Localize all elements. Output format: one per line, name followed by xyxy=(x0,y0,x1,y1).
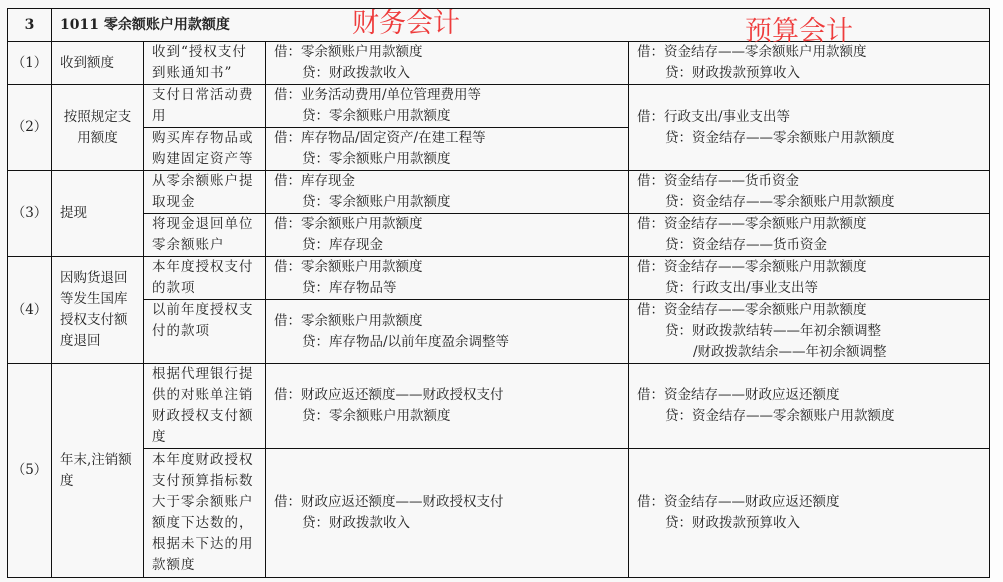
credit-line: 贷：资金结存——货币资金 xyxy=(665,237,827,253)
credit-line: 贷：资金结存——零余额账户用款额度 xyxy=(665,129,895,146)
debit-line: 借：库存物品/固定资产/在建工程等 xyxy=(274,130,486,146)
row-description: 从零余额账户提取现金 xyxy=(144,171,266,214)
row-description: 根据代理银行提供的对账单注销财政授权支付额度 xyxy=(144,364,266,449)
financial-entry xyxy=(266,171,629,214)
financial-entry xyxy=(266,128,629,171)
table-row xyxy=(8,257,990,300)
credit-line: 贷：零余额账户用款额度 xyxy=(302,151,451,167)
row-number: （4） xyxy=(8,257,52,364)
row-description: 购买库存物品或购建固定资产等 xyxy=(144,128,266,171)
table-row xyxy=(8,449,990,578)
row-item: 提现 xyxy=(52,171,144,257)
credit-line: 贷：行政支出/事业支出等 xyxy=(665,280,819,296)
table-row xyxy=(8,214,990,257)
header-title: 1011 零余额账户用款额度 xyxy=(52,9,990,42)
journal-entry-table xyxy=(7,8,990,578)
row-description: 支付日常活动费用 xyxy=(144,85,266,128)
row-description: 本年度财政授权支付预算指标数大于零余额账户额度下达数的，根据未下达的用款额度 xyxy=(144,449,266,578)
table-row xyxy=(8,171,990,214)
row-item: 因购货退回等发生国库授权支付额度退回 xyxy=(52,257,144,364)
row-item: 年末,注销额度 xyxy=(52,364,144,578)
row-number: （3） xyxy=(8,171,52,257)
credit-line: 贷：零余额账户用款额度 xyxy=(302,408,451,424)
financial-accounting-label: 财务会计 xyxy=(352,8,460,39)
financial-entry xyxy=(266,449,629,578)
financial-entry xyxy=(266,300,629,364)
debit-line: 借：业务活动费用/单位管理费用等 xyxy=(274,87,482,103)
debit-line: 借：零余额账户用款额度 xyxy=(274,312,423,329)
credit-line: 贷：财政拨款预算收入 xyxy=(665,65,800,81)
debit-line: 借：资金结存——财政应返还额度 xyxy=(637,494,840,510)
table-row xyxy=(8,364,990,449)
credit-line: 贷：库存物品等 xyxy=(302,280,397,296)
financial-entry xyxy=(266,364,629,449)
debit-line: 借：资金结存——零余额账户用款额度 xyxy=(637,44,867,60)
credit-line: 贷：财政拨款预算收入 xyxy=(665,515,800,531)
financial-entry xyxy=(266,42,629,85)
debit-line: 借：资金结存——零余额账户用款额度 xyxy=(637,216,867,232)
debit-line: 借：库存现金 xyxy=(274,173,355,189)
credit-line: 贷：资金结存——零余额账户用款额度 xyxy=(665,194,895,210)
table-row xyxy=(8,300,990,364)
debit-line: 借：资金结存——财政应返还额度 xyxy=(637,387,840,403)
row-description: 以前年度授权支付的款项 xyxy=(144,300,266,364)
row-description: 将现金退回单位零余额账户 xyxy=(144,214,266,257)
row-item: 收到额度 xyxy=(52,42,144,85)
budget-entry xyxy=(629,364,990,449)
row-description: 收到“授权支付到账通知书” xyxy=(144,42,266,85)
credit-line: 贷：财政拨款收入 xyxy=(302,515,410,531)
debit-line: 借：行政支出/事业支出等 xyxy=(637,108,791,125)
credit-line: 贷：库存现金 xyxy=(302,237,383,253)
credit-line: 贷：库存物品/以前年度盈余调整等 xyxy=(302,333,510,350)
credit-line: /财政拨款结余——年初余额调整 xyxy=(693,344,887,360)
financial-entry xyxy=(266,257,629,300)
debit-line: 借：财政应返还额度——财政授权支付 xyxy=(274,387,504,403)
row-item: 按照规定支用额度 xyxy=(52,85,144,171)
debit-line: 借：资金结存——零余额账户用款额度 xyxy=(637,302,867,318)
row-number: （5） xyxy=(8,364,52,578)
budget-entry xyxy=(629,300,990,364)
credit-line: 贷：零余额账户用款额度 xyxy=(302,194,451,210)
debit-line: 借：资金结存——货币资金 xyxy=(637,173,799,189)
budget-entry xyxy=(629,85,990,171)
row-number: （2） xyxy=(8,85,52,171)
debit-line: 借：零余额账户用款额度 xyxy=(274,216,423,232)
credit-line: 贷：财政拨款结转——年初余额调整 xyxy=(665,323,881,339)
budget-entry xyxy=(629,171,990,214)
debit-line: 借：零余额账户用款额度 xyxy=(274,44,423,60)
financial-entry xyxy=(266,85,629,128)
budget-entry xyxy=(629,449,990,578)
budget-entry xyxy=(629,214,990,257)
financial-entry xyxy=(266,214,629,257)
debit-line: 借：资金结存——零余额账户用款额度 xyxy=(637,259,867,275)
credit-line: 贷：资金结存——零余额账户用款额度 xyxy=(665,408,895,424)
row-description: 本年度授权支付的款项 xyxy=(144,257,266,300)
debit-line: 借：零余额账户用款额度 xyxy=(274,259,423,275)
row-number: （1） xyxy=(8,42,52,85)
header-number: 3 xyxy=(8,9,52,42)
budget-accounting-label: 预算会计 xyxy=(745,16,853,47)
debit-line: 借：财政应返还额度——财政授权支付 xyxy=(274,494,504,510)
budget-entry xyxy=(629,257,990,300)
credit-line: 贷：零余额账户用款额度 xyxy=(302,108,451,124)
credit-line: 贷：财政拨款收入 xyxy=(302,65,410,81)
table-row xyxy=(8,85,990,128)
